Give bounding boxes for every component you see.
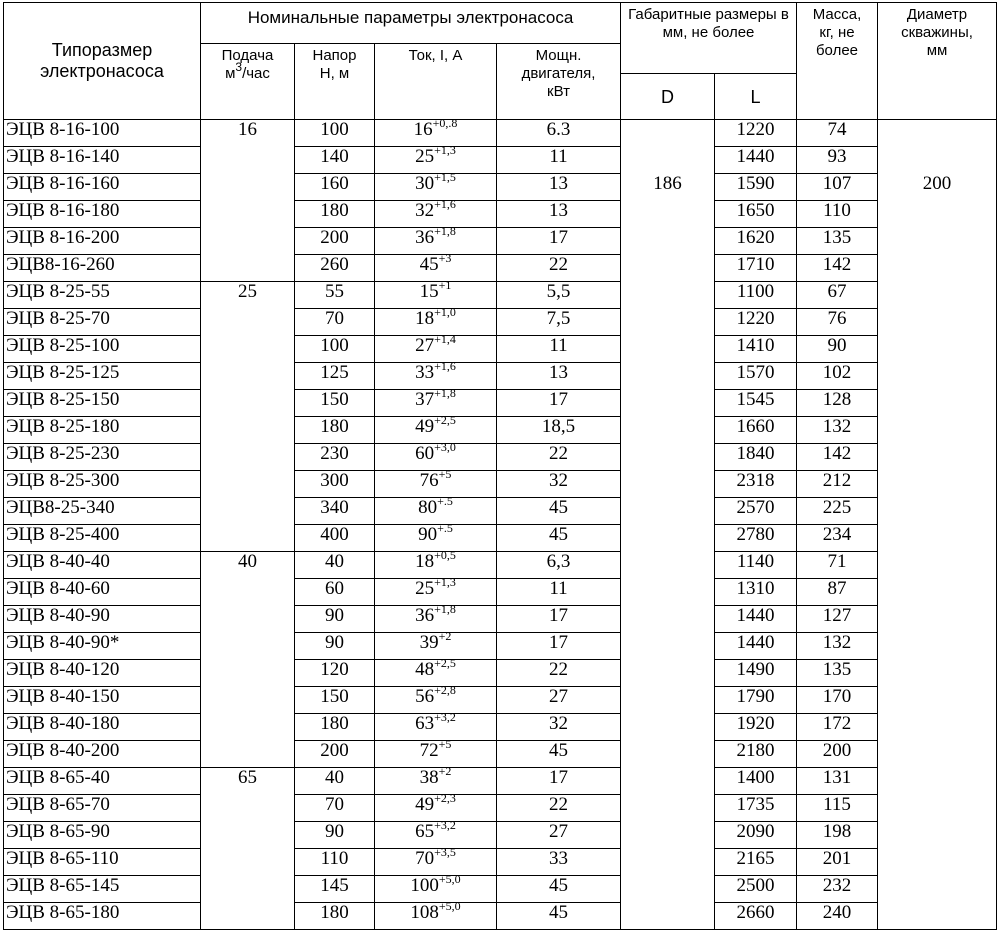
mass-cell: 87: [797, 579, 878, 606]
current-tolerance: +0,5: [434, 547, 456, 562]
power-cell: 13: [497, 174, 621, 201]
current-value: 76: [419, 470, 439, 491]
table-row: [4, 309, 997, 336]
current-tolerance: +1,4: [434, 331, 456, 346]
dim-l-cell: 2180: [715, 741, 797, 768]
mass-cell: 135: [797, 228, 878, 255]
dim-l-cell: 1490: [715, 660, 797, 687]
current-value: 32: [415, 200, 435, 221]
table-row: [4, 795, 997, 822]
head-cell: 145: [295, 876, 375, 903]
mass-cell: 90: [797, 336, 878, 363]
current-value: 70: [415, 848, 435, 869]
power-cell: 13: [497, 363, 621, 390]
current-value: 100: [410, 875, 439, 896]
header-flow-label: Подача: [221, 47, 274, 64]
mass-cell: 71: [797, 552, 878, 579]
table-row: [4, 471, 997, 498]
dim-l-cell: 2660: [715, 903, 797, 930]
current-value: 25: [415, 578, 435, 599]
head-cell: 300: [295, 471, 375, 498]
head-cell: 70: [295, 309, 375, 336]
current-value: 18: [415, 551, 435, 572]
current-value: 45: [419, 254, 439, 275]
mass-cell: 142: [797, 255, 878, 282]
power-cell: 45: [497, 876, 621, 903]
dim-l-cell: 1140: [715, 552, 797, 579]
current-tolerance: +0,.8: [432, 115, 458, 130]
well-diameter-value: 200: [922, 173, 952, 194]
current-value: 48: [415, 659, 435, 680]
dim-d-cell: [621, 120, 715, 930]
model-cell: ЭЦВ 8-16-100: [4, 120, 201, 147]
table-row: [4, 255, 997, 282]
current-value: 49: [415, 416, 435, 437]
table-row: [4, 903, 997, 930]
power-cell: 22: [497, 660, 621, 687]
table-row: [4, 849, 997, 876]
mass-cell: 198: [797, 822, 878, 849]
head-cell: 180: [295, 201, 375, 228]
mass-cell: 93: [797, 147, 878, 174]
current-cell: [375, 871, 497, 903]
head-cell: 100: [295, 120, 375, 147]
mass-cell: 142: [797, 444, 878, 471]
table-row: [4, 174, 997, 201]
current-tolerance: +.5: [437, 520, 453, 535]
current-value: 30: [415, 173, 435, 194]
head-cell: 40: [295, 552, 375, 579]
current-cell: [375, 250, 497, 282]
table-row: [4, 660, 997, 687]
power-cell: 11: [497, 147, 621, 174]
current-value: 39: [419, 632, 439, 653]
mass-cell: 107: [797, 174, 878, 201]
power-cell: 11: [497, 336, 621, 363]
header-flow-unit: $м^3$/час: [225, 60, 270, 82]
table-row: [4, 390, 997, 417]
power-cell: 17: [497, 228, 621, 255]
model-cell: ЭЦВ 8-25-55: [4, 282, 201, 309]
current-value: 90: [418, 524, 438, 545]
mass-cell: 234: [797, 525, 878, 552]
current-cell: [375, 898, 497, 930]
mass-cell: 110: [797, 201, 878, 228]
model-cell: ЭЦВ 8-25-300: [4, 471, 201, 498]
model-cell: ЭЦВ 8-65-110: [4, 849, 201, 876]
dim-l-cell: 1710: [715, 255, 797, 282]
table-row: [4, 687, 997, 714]
current-tolerance: +1: [438, 277, 452, 292]
dim-l-cell: 1410: [715, 336, 797, 363]
current-value: 38: [419, 767, 439, 788]
head-cell: 90: [295, 633, 375, 660]
power-cell: 27: [497, 822, 621, 849]
flow-cell: 65: [201, 768, 295, 930]
table-header: [4, 3, 997, 120]
model-cell: ЭЦВ 8-40-40: [4, 552, 201, 579]
power-cell: 17: [497, 390, 621, 417]
power-cell: 5,5: [497, 282, 621, 309]
table-row: [4, 876, 997, 903]
dim-l-cell: 1660: [715, 417, 797, 444]
table-row: [4, 606, 997, 633]
current-tolerance: +5,0: [438, 871, 461, 886]
current-tolerance: +3: [438, 250, 452, 265]
table-row: [4, 525, 997, 552]
model-cell: ЭЦВ 8-25-400: [4, 525, 201, 552]
current-tolerance: +2,5: [434, 655, 456, 670]
mass-cell: 102: [797, 363, 878, 390]
power-cell: 7,5: [497, 309, 621, 336]
dim-l-cell: 2165: [715, 849, 797, 876]
current-tolerance: +2,3: [434, 790, 456, 805]
dim-l-cell: 1570: [715, 363, 797, 390]
flow-cell: 40: [201, 552, 295, 768]
current-tolerance: +3,2: [434, 817, 456, 832]
model-cell: ЭЦВ 8-25-125: [4, 363, 201, 390]
current-tolerance: +2,8: [434, 682, 456, 697]
dim-l-cell: 1220: [715, 120, 797, 147]
head-cell: 70: [295, 795, 375, 822]
current-cell: [375, 223, 497, 255]
head-cell: 180: [295, 903, 375, 930]
dim-l-cell: 1650: [715, 201, 797, 228]
head-cell: 230: [295, 444, 375, 471]
current-tolerance: +5: [438, 466, 452, 481]
mass-cell: 200: [797, 741, 878, 768]
current-value: 16: [413, 119, 433, 140]
power-cell: 17: [497, 606, 621, 633]
head-cell: 120: [295, 660, 375, 687]
dim-l-cell: 2570: [715, 498, 797, 525]
model-cell: ЭЦВ 8-65-70: [4, 795, 201, 822]
table-row: [4, 633, 997, 660]
model-cell: ЭЦВ 8-25-180: [4, 417, 201, 444]
table-row: [4, 336, 997, 363]
header-dims: Габаритные размеры в мм, не более: [621, 3, 797, 74]
current-cell: [375, 736, 497, 768]
power-cell: 45: [497, 903, 621, 930]
table-row: [4, 120, 997, 147]
model-cell: ЭЦВ 8-65-180: [4, 903, 201, 930]
table-row: [4, 552, 997, 579]
head-cell: 90: [295, 822, 375, 849]
header-current: Ток, I, А: [375, 44, 497, 120]
current-tolerance: +1,0: [434, 304, 456, 319]
dim-l-cell: 1400: [715, 768, 797, 795]
current-tolerance: +1,6: [434, 196, 456, 211]
power-cell: 6.3: [497, 120, 621, 147]
head-cell: 160: [295, 174, 375, 201]
header-head: Напор Н, м: [295, 44, 375, 120]
current-tolerance: +2: [438, 763, 452, 778]
head-cell: 180: [295, 417, 375, 444]
current-cell: [375, 709, 497, 741]
mass-cell: 74: [797, 120, 878, 147]
power-cell: 22: [497, 444, 621, 471]
dim-l-cell: 2500: [715, 876, 797, 903]
current-tolerance: +3,2: [434, 709, 456, 724]
model-cell: ЭЦВ 8-25-150: [4, 390, 201, 417]
power-cell: 45: [497, 498, 621, 525]
model-cell: ЭЦВ 8-40-120: [4, 660, 201, 687]
head-cell: 200: [295, 228, 375, 255]
header-power: Мощн. двигателя, кВт: [497, 44, 621, 120]
mass-cell: 232: [797, 876, 878, 903]
dim-d-value: 186: [653, 173, 682, 194]
dim-l-cell: 2780: [715, 525, 797, 552]
current-value: 80: [418, 497, 438, 518]
model-cell: ЭЦВ 8-40-180: [4, 714, 201, 741]
mass-cell: 128: [797, 390, 878, 417]
table-row: [4, 579, 997, 606]
dim-l-cell: 1590: [715, 174, 797, 201]
mass-cell: 172: [797, 714, 878, 741]
current-value: 56: [415, 686, 435, 707]
current-cell: [375, 439, 497, 471]
mass-cell: 135: [797, 660, 878, 687]
model-cell: ЭЦВ 8-16-140: [4, 147, 201, 174]
current-value: 60: [415, 443, 435, 464]
model-cell: ЭЦВ 8-40-90*: [4, 633, 201, 660]
well-diameter-cell: [878, 120, 997, 930]
dim-l-cell: 1220: [715, 309, 797, 336]
model-cell: ЭЦВ 8-65-40: [4, 768, 201, 795]
head-cell: 125: [295, 363, 375, 390]
current-tolerance: +3,0: [434, 439, 456, 454]
current-value: 65: [415, 821, 435, 842]
current-tolerance: +1,3: [434, 142, 456, 157]
mass-cell: 132: [797, 633, 878, 660]
header-dim-l: L: [715, 74, 797, 120]
mass-cell: 132: [797, 417, 878, 444]
dim-l-cell: 1790: [715, 687, 797, 714]
current-tolerance: +1,5: [434, 169, 456, 184]
current-value: 25: [415, 146, 435, 167]
power-cell: 27: [497, 687, 621, 714]
dim-l-cell: 1920: [715, 714, 797, 741]
mass-cell: 67: [797, 282, 878, 309]
header-dim-d: D: [621, 74, 715, 120]
model-cell: ЭЦВ 8-16-160: [4, 174, 201, 201]
power-cell: 13: [497, 201, 621, 228]
head-cell: 340: [295, 498, 375, 525]
dim-l-cell: 1440: [715, 147, 797, 174]
head-cell: 110: [295, 849, 375, 876]
head-cell: 150: [295, 687, 375, 714]
model-cell: ЭЦВ 8-16-180: [4, 201, 201, 228]
mass-cell: 76: [797, 309, 878, 336]
head-cell: 400: [295, 525, 375, 552]
current-cell: [375, 493, 497, 525]
current-cell: [375, 601, 497, 633]
power-cell: 11: [497, 579, 621, 606]
model-cell: ЭЦВ 8-40-200: [4, 741, 201, 768]
mass-cell: 115: [797, 795, 878, 822]
dim-l-cell: 2318: [715, 471, 797, 498]
table-row: [4, 714, 997, 741]
current-value: 36: [415, 227, 435, 248]
dim-l-cell: 1840: [715, 444, 797, 471]
current-value: 37: [415, 389, 435, 410]
table-row: [4, 417, 997, 444]
power-cell: 17: [497, 633, 621, 660]
current-tolerance: +2,5: [434, 412, 456, 427]
power-cell: 45: [497, 741, 621, 768]
current-tolerance: +2: [438, 628, 452, 643]
table-row: [4, 768, 997, 795]
head-cell: 140: [295, 147, 375, 174]
current-value: 63: [415, 713, 435, 734]
current-cell: [375, 466, 497, 498]
power-cell: 45: [497, 525, 621, 552]
mass-cell: 225: [797, 498, 878, 525]
model-cell: ЭЦВ 8-25-70: [4, 309, 201, 336]
current-value: 15: [419, 281, 439, 302]
power-cell: 22: [497, 795, 621, 822]
current-tolerance: +.5: [437, 493, 453, 508]
table-row: [4, 822, 997, 849]
mass-cell: 240: [797, 903, 878, 930]
model-cell: ЭЦВ 8-65-145: [4, 876, 201, 903]
table-row: [4, 363, 997, 390]
power-cell: 22: [497, 255, 621, 282]
current-value: 18: [415, 308, 435, 329]
dim-l-cell: 1440: [715, 633, 797, 660]
mass-cell: 127: [797, 606, 878, 633]
spec-table-container: [3, 2, 997, 930]
head-cell: 100: [295, 336, 375, 363]
header-mass: Масса, кг, не более: [797, 3, 878, 120]
model-cell: ЭЦВ 8-40-60: [4, 579, 201, 606]
current-tolerance: +1,8: [434, 223, 456, 238]
model-cell: ЭЦВ 8-25-100: [4, 336, 201, 363]
current-tolerance: +1,8: [434, 601, 456, 616]
dim-l-cell: 1735: [715, 795, 797, 822]
header-nominal: Номинальные параметры электронасоса: [201, 3, 621, 44]
table-row: [4, 282, 997, 309]
header-model: Типоразмер электронасоса: [4, 3, 201, 120]
head-cell: 40: [295, 768, 375, 795]
head-cell: 55: [295, 282, 375, 309]
model-cell: ЭЦВ8-16-260: [4, 255, 201, 282]
current-value: 36: [415, 605, 435, 626]
current-tolerance: +5,0: [438, 898, 461, 913]
model-cell: ЭЦВ8-25-340: [4, 498, 201, 525]
current-value: 72: [419, 740, 439, 761]
dim-l-cell: 1545: [715, 390, 797, 417]
current-value: 33: [415, 362, 435, 383]
head-cell: 180: [295, 714, 375, 741]
current-tolerance: +1,8: [434, 385, 456, 400]
current-tolerance: +3,5: [434, 844, 456, 859]
table-row: [4, 444, 997, 471]
power-cell: 32: [497, 714, 621, 741]
model-cell: ЭЦВ 8-16-200: [4, 228, 201, 255]
dim-l-cell: 2090: [715, 822, 797, 849]
mass-cell: 212: [797, 471, 878, 498]
head-cell: 150: [295, 390, 375, 417]
head-cell: 260: [295, 255, 375, 282]
model-cell: ЭЦВ 8-40-150: [4, 687, 201, 714]
power-cell: 32: [497, 471, 621, 498]
header-well: Диаметр скважины, мм: [878, 3, 997, 120]
current-tolerance: +5: [438, 736, 452, 751]
pump-spec-table: [3, 2, 997, 930]
head-cell: 60: [295, 579, 375, 606]
table-row: [4, 201, 997, 228]
power-cell: 33: [497, 849, 621, 876]
flow-cell: 25: [201, 282, 295, 552]
current-value: 108: [410, 902, 439, 923]
model-cell: ЭЦВ 8-65-90: [4, 822, 201, 849]
flow-cell: 16: [201, 120, 295, 282]
current-cell: [375, 844, 497, 876]
current-tolerance: +1,3: [434, 574, 456, 589]
head-cell: 200: [295, 741, 375, 768]
table-row: [4, 147, 997, 174]
dim-l-cell: 1100: [715, 282, 797, 309]
dim-l-cell: 1620: [715, 228, 797, 255]
dim-l-cell: 1310: [715, 579, 797, 606]
table-body: [4, 115, 997, 930]
power-cell: 18,5: [497, 417, 621, 444]
mass-cell: 201: [797, 849, 878, 876]
power-cell: 6,3: [497, 552, 621, 579]
power-cell: 17: [497, 768, 621, 795]
table-row: [4, 741, 997, 768]
head-cell: 90: [295, 606, 375, 633]
model-cell: ЭЦВ 8-25-230: [4, 444, 201, 471]
header-flow: [201, 44, 295, 120]
current-value: 27: [415, 335, 435, 356]
table-row: [4, 498, 997, 525]
current-value: 49: [415, 794, 435, 815]
mass-cell: 170: [797, 687, 878, 714]
dim-l-cell: 1440: [715, 606, 797, 633]
model-cell: ЭЦВ 8-40-90: [4, 606, 201, 633]
table-row: [4, 228, 997, 255]
current-tolerance: +1,6: [434, 358, 456, 373]
mass-cell: 131: [797, 768, 878, 795]
